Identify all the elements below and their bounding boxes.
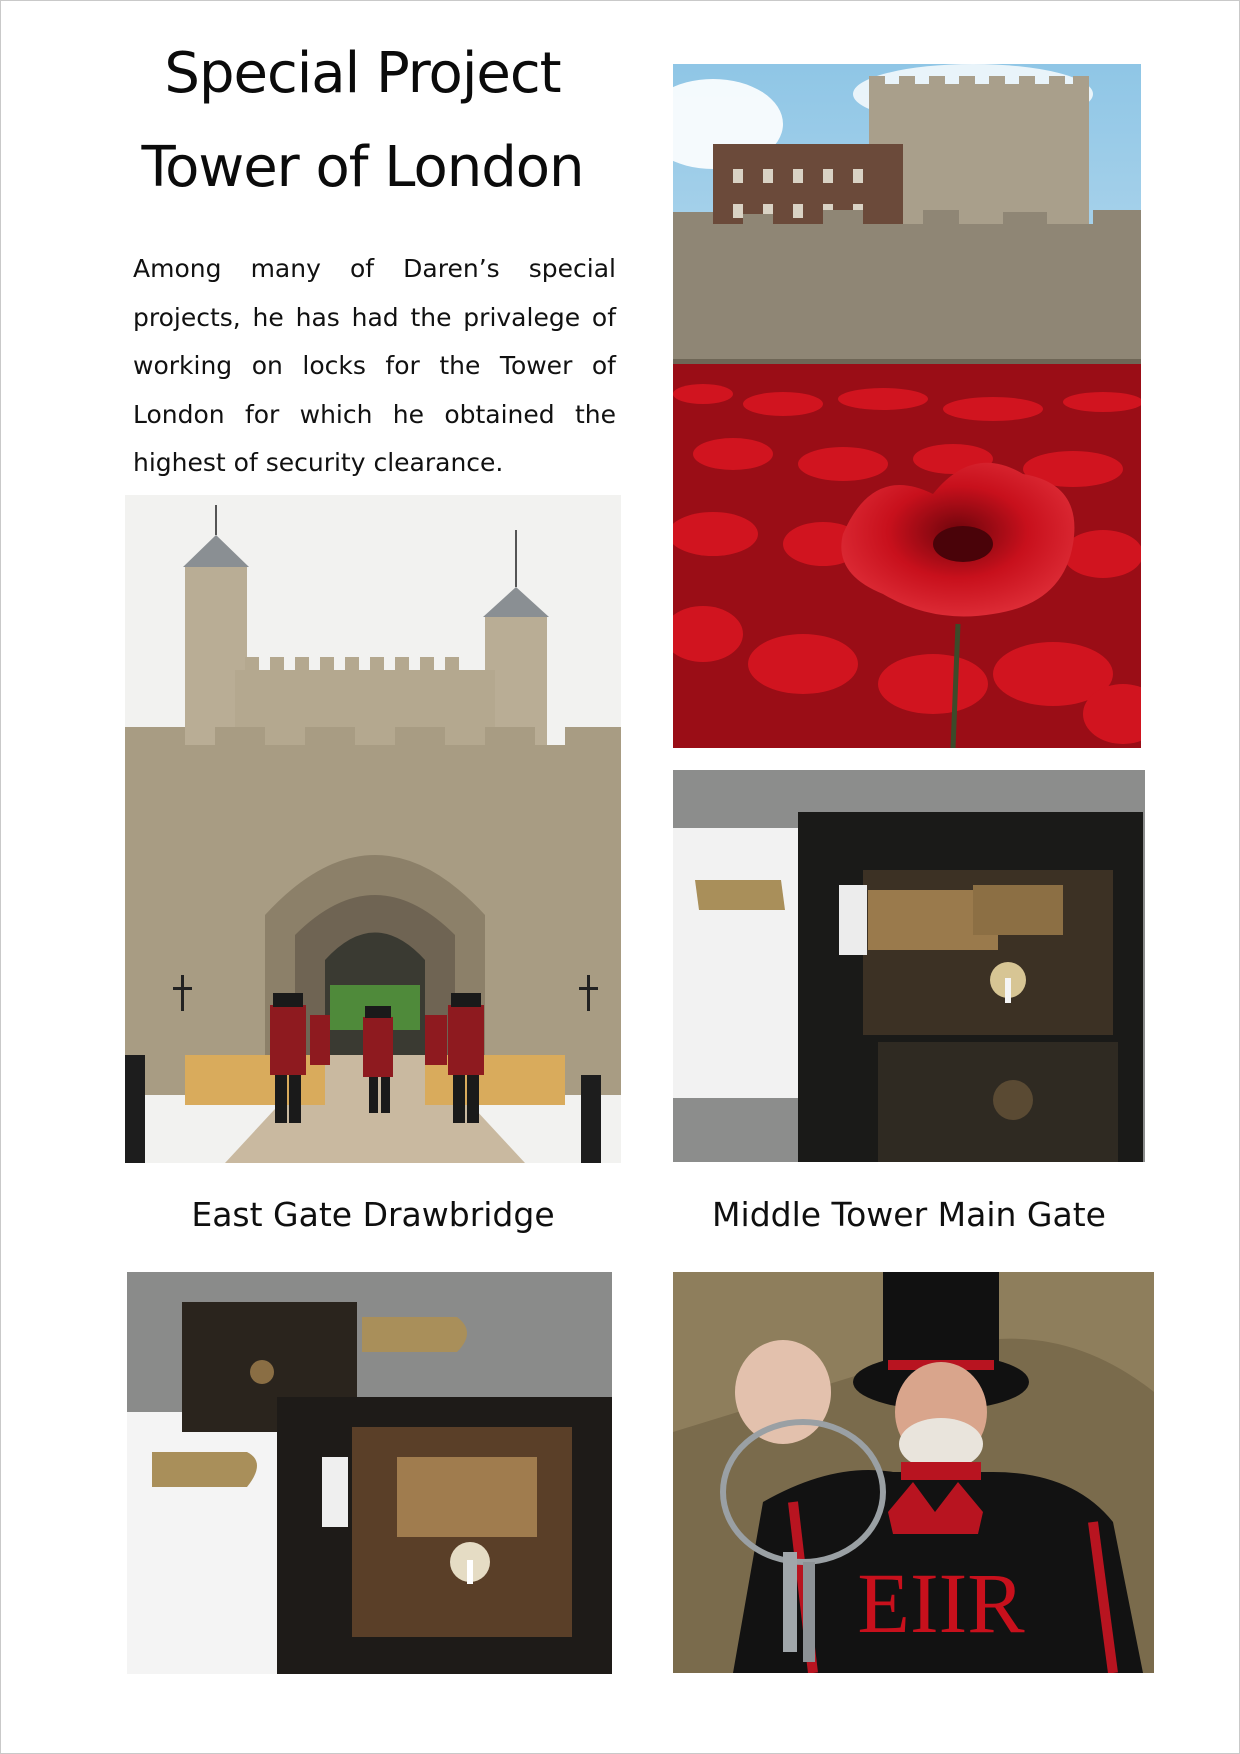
tower-gate-yeomen-photo [125, 495, 621, 1163]
east-gate-lock-photo [127, 1272, 612, 1674]
page-title-line-1: Special Project [164, 41, 561, 106]
beefeater-keys-photo [673, 1272, 1154, 1673]
caption-middle-tower: Middle Tower Main Gate [712, 1195, 1106, 1234]
page-title-line-2: Tower of London [141, 135, 584, 200]
intro-paragraph: Among many of Daren’s special projects, he has had the privalege of working on locks for the Tower of London for which he obtained the highest of security clearance. [133, 254, 616, 477]
royal-cypher-text: EIIR [857, 1555, 1025, 1651]
tower-poppies-photo [673, 64, 1141, 748]
middle-tower-lock-photo [673, 770, 1145, 1162]
caption-east-gate: East Gate Drawbridge [191, 1195, 555, 1234]
